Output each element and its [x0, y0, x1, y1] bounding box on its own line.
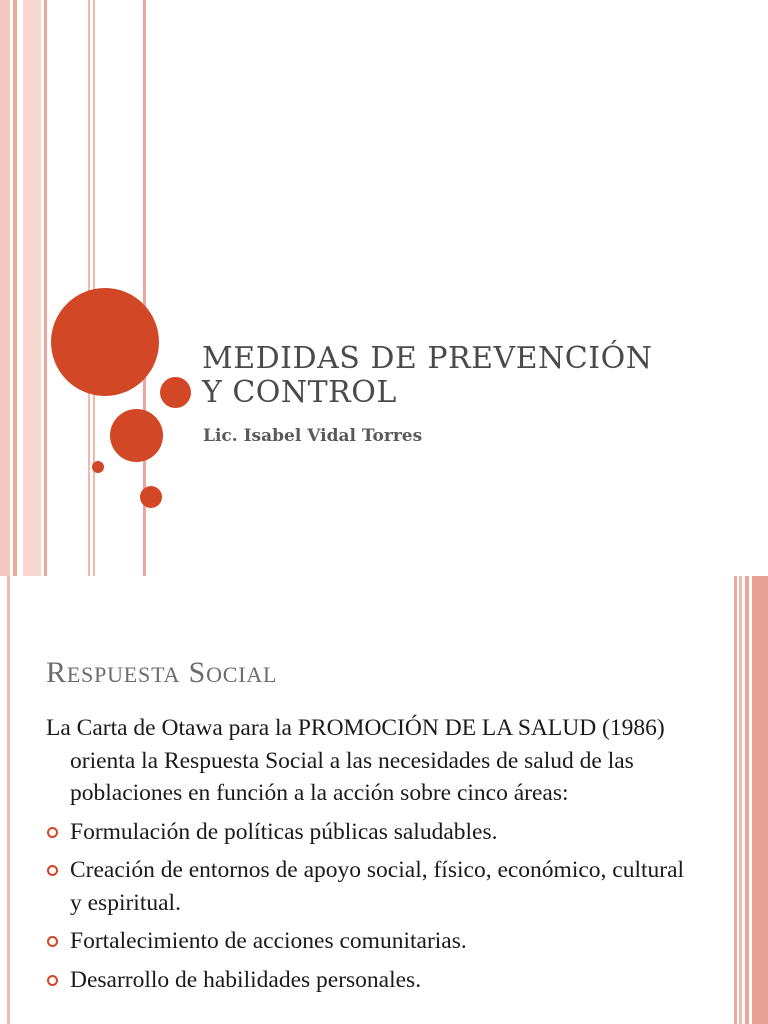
- list-item: [46, 854, 686, 919]
- intro-paragraph: La Carta de Otawa para la PROMOCIÓN DE LA SALUD (1986) orienta la Respuesta Social a las necesidades de salud de las poblaciones en función a la acción sobre cinco áreas:: [46, 715, 665, 806]
- title-line-2: Y CONTROL: [202, 375, 397, 410]
- bullet-icon: [47, 865, 58, 876]
- decorative-circle: [160, 377, 191, 408]
- decorative-stripe: [734, 576, 737, 1024]
- title-rest: OCIAL: [206, 662, 278, 687]
- slide-body: [46, 712, 686, 1002]
- decorative-stripe: [88, 0, 90, 576]
- title-line-1: MEDIDAS DE PREVENCIÓN: [202, 341, 653, 376]
- decorative-stripe: [739, 576, 742, 1024]
- decorative-stripe: [44, 0, 47, 576]
- title-initial: S: [188, 656, 207, 689]
- decorative-circle: [140, 486, 162, 508]
- list-item-text: Desarrollo de habilidades personales.: [70, 966, 422, 993]
- list-item: [46, 816, 686, 849]
- slide-content: [0, 576, 768, 1024]
- decorative-circle: [110, 409, 163, 462]
- list-item-text: Formulación de políticas públicas saludables.: [70, 818, 498, 845]
- bullet-icon: [47, 936, 58, 947]
- title-rest: ESPUESTA: [66, 662, 181, 687]
- decorative-circle-large: [51, 288, 159, 396]
- slide-title-heading: [202, 342, 762, 410]
- decorative-stripe: [13, 0, 17, 576]
- decorative-stripe: [7, 576, 10, 1024]
- section-title: [46, 656, 277, 690]
- list-item: [46, 925, 686, 958]
- bullet-icon: [47, 975, 58, 986]
- bullet-icon: [47, 827, 58, 838]
- list-item-text: Creación de entornos de apoyo social, físico, económico, cultural y espiritual.: [70, 857, 685, 916]
- slide-subtitle: Lic. Isabel Vidal Torres: [203, 426, 423, 446]
- list-item: [46, 964, 686, 997]
- decorative-stripe: [0, 0, 10, 576]
- list-item-text: Fortalecimiento de acciones comunitarias.: [70, 928, 467, 954]
- decorative-stripe: [745, 576, 749, 1024]
- decorative-stripe: [752, 576, 768, 1024]
- title-initial: R: [46, 656, 67, 689]
- decorative-stripe: [23, 0, 41, 576]
- decorative-circle-small: [92, 461, 104, 473]
